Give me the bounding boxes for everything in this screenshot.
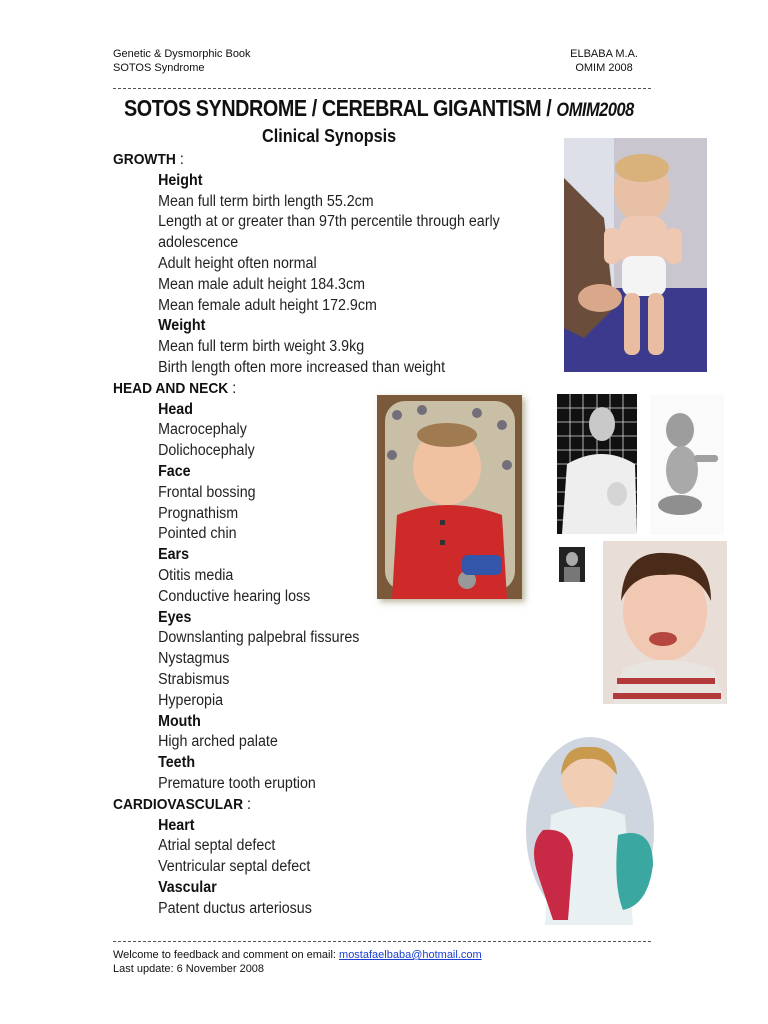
- finding-item: Mean full term birth weight 3.9kg: [158, 338, 365, 356]
- photo-infant-car-seat: [377, 395, 522, 599]
- photo-father-and-child-grid: [557, 394, 637, 534]
- finding-item: Nystagmus: [158, 650, 230, 668]
- finding-item: Patent ductus arteriosus: [158, 899, 312, 917]
- footer: [113, 948, 482, 976]
- title-omim: OMIM2008: [556, 100, 634, 121]
- chapter-title: SOTOS Syndrome: [113, 62, 205, 74]
- subsection-title: Teeth: [158, 754, 196, 772]
- finding-item: Conductive hearing loss: [158, 587, 311, 605]
- last-update: Last update: 6 November 2008: [113, 963, 265, 975]
- finding-item: Mean full term birth length 55.2cm: [158, 192, 374, 210]
- finding-item: Downslanting palpebral fissures: [158, 629, 360, 647]
- finding-item: adolescence: [158, 234, 239, 252]
- finding-item: Dolichocephaly: [158, 442, 255, 460]
- subsection-title: Mouth: [158, 712, 201, 730]
- subsection-title: Face: [158, 462, 191, 480]
- subsection-title: Vascular: [158, 878, 217, 896]
- finding-item: Strabismus: [158, 670, 230, 688]
- page-subtitle: Clinical Synopsis: [262, 126, 397, 146]
- photo-child-with-toys: [523, 735, 658, 928]
- subsection-title: Height: [158, 171, 203, 189]
- finding-item: Frontal bossing: [158, 483, 256, 501]
- header-right: [570, 47, 638, 75]
- subsection-title: Head: [158, 400, 193, 418]
- section-name: GROWTH: [113, 151, 176, 168]
- photo-infant-sitting: [650, 395, 724, 535]
- page-title: [124, 95, 634, 122]
- subsection-title: Eyes: [158, 608, 192, 626]
- finding-item: Mean male adult height 184.3cm: [158, 275, 365, 293]
- bottom-divider: [113, 941, 651, 942]
- top-divider: [113, 88, 651, 89]
- section-colon: :: [175, 151, 184, 168]
- email-link[interactable]: mostafaelbaba@hotmail.com: [339, 949, 482, 961]
- finding-item: Ventricular septal defect: [158, 858, 311, 876]
- finding-item: Atrial septal defect: [158, 837, 276, 855]
- author-name: ELBABA M.A.: [570, 48, 638, 60]
- subsection-title: Weight: [158, 317, 206, 335]
- finding-item: Birth length often more increased than weight: [158, 358, 446, 376]
- finding-item: Otitis media: [158, 566, 234, 584]
- photo-toddler-smiling: [603, 541, 727, 704]
- finding-item: Macrocephaly: [158, 421, 247, 439]
- finding-item: Prognathism: [158, 504, 239, 522]
- finding-item: Premature tooth eruption: [158, 774, 316, 792]
- section-colon: :: [228, 379, 237, 397]
- photo-small-thumbnail: [559, 547, 585, 582]
- header-left: [113, 47, 251, 75]
- section-name: HEAD AND NECK: [113, 379, 229, 397]
- finding-item: High arched palate: [158, 733, 278, 751]
- title-main: SOTOS SYNDROME / CEREBRAL GIGANTISM /: [124, 95, 557, 121]
- subsection-title: Heart: [158, 816, 195, 834]
- feedback-prefix: Welcome to feedback and comment on email:: [113, 949, 340, 961]
- section-heading: [113, 795, 518, 816]
- finding-item: Length at or greater than 97th percentile through early: [158, 213, 500, 231]
- book-title: Genetic & Dysmorphic Book: [113, 48, 251, 60]
- finding-item: Pointed chin: [158, 525, 237, 543]
- photo-infant-standing: [564, 138, 707, 372]
- finding-item: Adult height often normal: [158, 254, 317, 272]
- subsection-title: Ears: [158, 546, 190, 564]
- finding-item: Hyperopia: [158, 691, 224, 709]
- feedback-line: [113, 948, 482, 962]
- section-colon: :: [243, 795, 252, 813]
- section-name: CARDIOVASCULAR: [113, 795, 244, 813]
- omim-year: OMIM 2008: [575, 62, 633, 74]
- finding-item: Mean female adult height 172.9cm: [158, 296, 377, 314]
- section-heading: [113, 150, 518, 171]
